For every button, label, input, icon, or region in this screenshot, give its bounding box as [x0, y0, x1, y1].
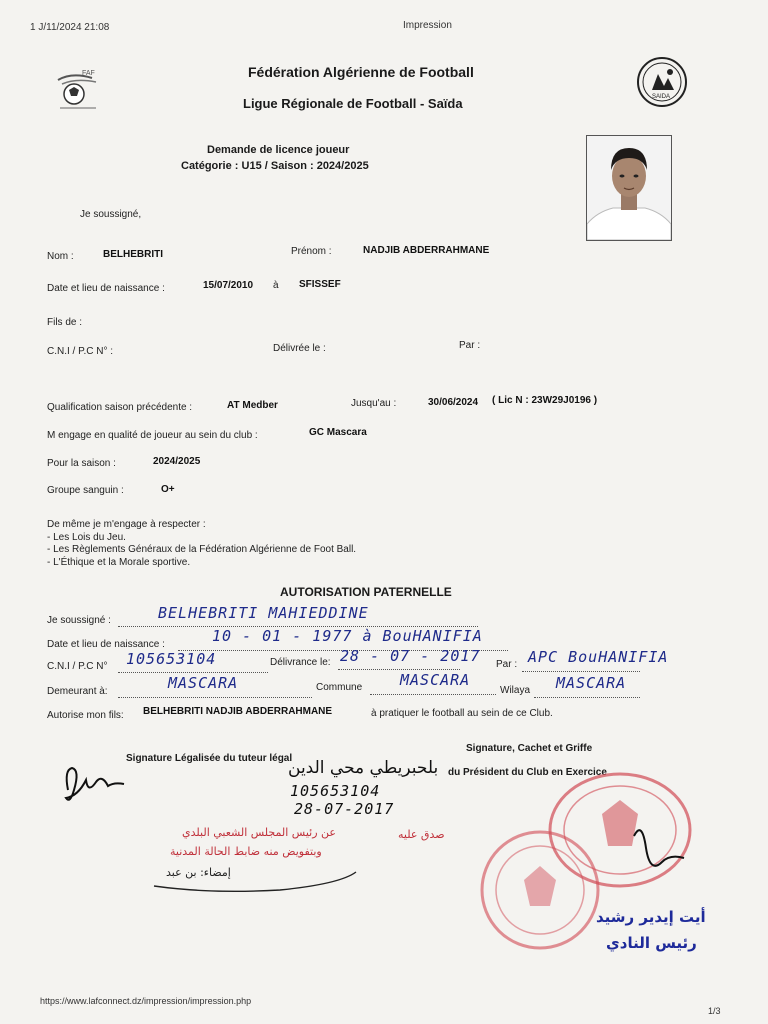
prenom-label: Prénom : [291, 246, 332, 257]
wilaya-label: Wilaya [500, 685, 531, 696]
fils-label: Fils de : [47, 317, 83, 328]
faf-logo [52, 70, 104, 114]
legalisation-date: 28-07-2017 [294, 800, 395, 818]
club-stamp [470, 770, 710, 960]
birth-date: 15/07/2010 [203, 280, 254, 291]
engagement-item: - Les Lois du Jeu. [47, 532, 126, 543]
licence-number: ( Lic N : 23W29J0196 ) [492, 395, 598, 406]
parent-cni-label: C.N.I / P.C N° [47, 661, 108, 672]
league-logo-text: SAIDA [652, 94, 671, 100]
wilaya-handwritten: MASCARA [556, 674, 627, 692]
stamp-underline [150, 860, 360, 900]
print-title: Impression [403, 20, 452, 31]
qualif-club: AT Medber [227, 400, 278, 411]
autorisation-title: AUTORISATION PATERNELLE [280, 585, 452, 599]
parent-par-handwritten: APC BouHANIFIA [528, 648, 669, 666]
president-title-arabic: رئيس النادي [606, 934, 697, 952]
jusquau-value: 30/06/2024 [428, 397, 479, 408]
legalisation-arabic-name: بلحبريطي محي الدين [288, 758, 439, 778]
print-datetime: 1 J/11/2024 21:08 [30, 22, 110, 33]
jusquau-label: Jusqu'au : [351, 398, 397, 409]
tuteur-signature-label: Signature Légalisée du tuteur légal [126, 753, 293, 764]
faf-logo-text: FAF [82, 70, 95, 77]
stamp-line-3: إمضاء: بن عبد [166, 866, 231, 879]
autorise-label: Autorise mon fils: [47, 710, 124, 721]
birth-place: SFISSEF [299, 279, 341, 290]
saison-value: 2024/2025 [153, 456, 201, 467]
parent-birth-label: Date et lieu de naissance : [47, 639, 165, 650]
demeurant-handwritten: MASCARA [168, 674, 239, 692]
league-title: Ligue Régionale de Football - Saïda [243, 96, 463, 111]
parent-birth-handwritten: 10 - 01 - 1977 à BouHANIFIA [212, 627, 483, 645]
groupe-label: Groupe sanguin : [47, 485, 124, 496]
delivrance-label: Délivrance le: [270, 657, 331, 668]
intro-text: Je soussigné, [80, 209, 142, 220]
president-name-arabic: أيت إيدير رشيد [596, 908, 706, 926]
groupe-value: O+ [161, 484, 175, 495]
footer-url[interactable]: https://www.lafconnect.dz/impression/impression.php [40, 996, 252, 1006]
qualif-label: Qualification saison précédente : [47, 402, 193, 413]
parent-par-label: Par : [496, 659, 518, 670]
player-photo-icon [587, 136, 671, 240]
saison-label: Pour la saison : [47, 458, 116, 469]
parent-soussigne-label: Je soussigné : [47, 615, 111, 626]
federation-title: Fédération Algérienne de Football [248, 64, 474, 80]
engagement-intro: De même je m'engage à respecter : [47, 519, 206, 530]
president-signature-label-2: du Président du Club en Exercice [448, 767, 607, 778]
nom-value: BELHEBRITI [103, 249, 163, 260]
nom-label: Nom : [47, 251, 74, 262]
cni-label: C.N.I / P.C N° : [47, 346, 114, 357]
parent-name-handwritten: BELHEBRITI MAHIEDDINE [158, 604, 369, 622]
player-photo [586, 135, 672, 241]
legalisation-number: 105653104 [290, 782, 381, 800]
president-signature-label-1: Signature, Cachet et Griffe [466, 743, 593, 754]
stamp-sadaq: صدق عليه [398, 828, 445, 841]
engagement-item: - Les Règlements Généraux de la Fédération Algérienne de Foot Ball. [47, 544, 357, 555]
request-category: Catégorie : U15 / Saison : 2024/2025 [181, 160, 369, 172]
page-number: 1/3 [708, 1006, 721, 1016]
engagement-item: - L'Éthique et la Morale sportive. [47, 557, 191, 568]
commune-label: Commune [316, 682, 363, 693]
stamp-line-1: عن رئيس المجلس الشعبي البلدي [182, 826, 336, 839]
commune-handwritten: MASCARA [400, 671, 471, 689]
birth-label: Date et lieu de naissance : [47, 283, 165, 294]
autorise-suffix: à pratiquer le football au sein de ce Club. [371, 708, 553, 719]
parent-cni-handwritten: 105653104 [126, 650, 217, 668]
league-logo [632, 56, 692, 110]
request-title: Demande de licence joueur [207, 144, 350, 156]
prenom-value: NADJIB ABDERRAHMANE [363, 245, 490, 256]
stamp-line-2: وبتفويض منه ضابط الحالة المدنية [170, 845, 322, 858]
club-value: GC Mascara [309, 427, 367, 438]
delivree-label: Délivrée le : [273, 343, 326, 354]
par-label: Par : [459, 340, 481, 351]
birth-a-label: à [273, 280, 279, 291]
delivrance-handwritten: 28 - 07 - 2017 [340, 647, 481, 665]
parent-signature [58, 760, 128, 810]
demeurant-label: Demeurant à: [47, 686, 108, 697]
engage-label: M engage en qualité de joueur au sein du club : [47, 430, 258, 441]
autorise-name: BELHEBRITI NADJIB ABDERRAHMANE [143, 706, 333, 717]
